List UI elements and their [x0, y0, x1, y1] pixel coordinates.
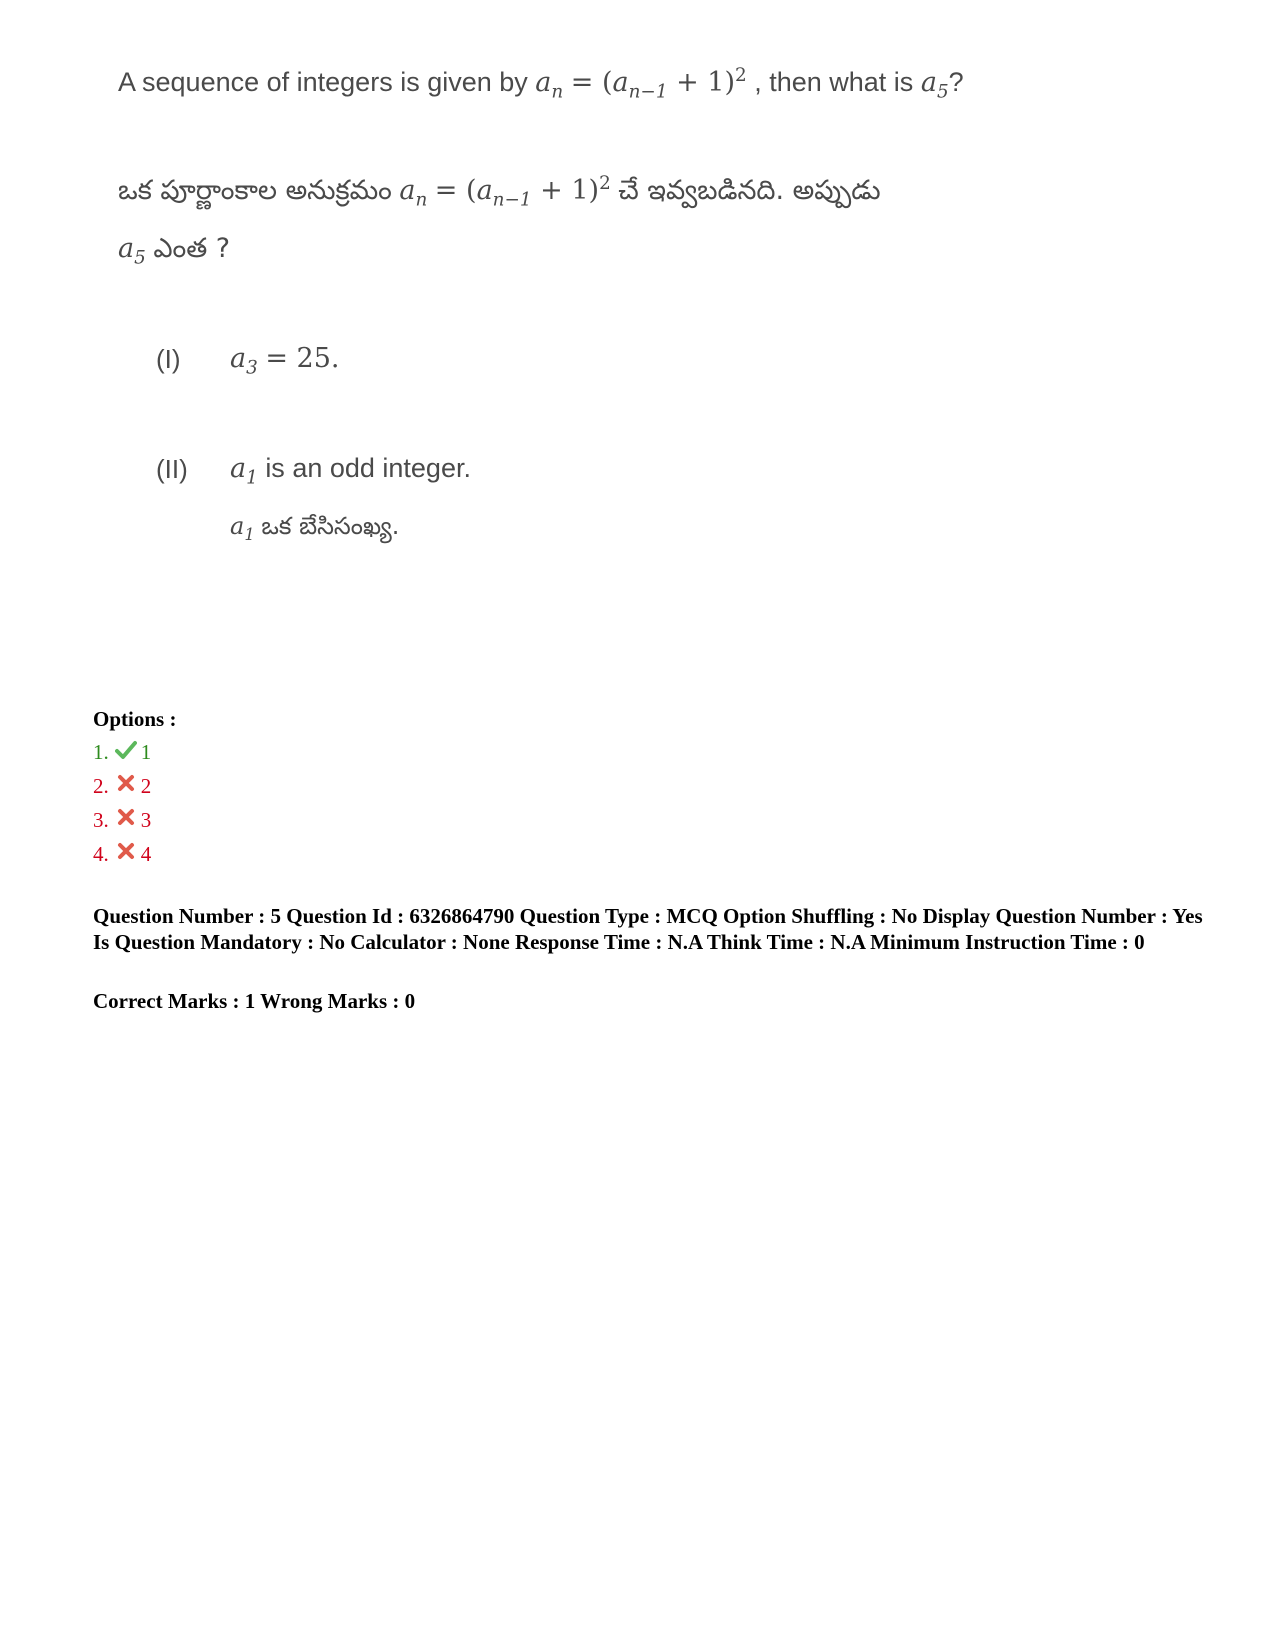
statement-1-text: $a_3 = 25$. — [230, 343, 340, 379]
option-3 — [93, 807, 151, 833]
option-number: 1. — [93, 740, 109, 764]
statement-1-label: (I) — [156, 344, 181, 374]
question-mark: ? — [948, 67, 964, 97]
option-value: 1 — [140, 740, 152, 764]
option-1 — [93, 739, 151, 765]
question-english-suffix: , then what is — [754, 67, 914, 97]
option-number: 4. — [93, 842, 109, 866]
cross-icon — [115, 842, 137, 862]
question-english — [118, 64, 964, 101]
question-telugu-line1 — [118, 172, 881, 209]
formula-an-telugu: $a_n$ — [399, 175, 428, 211]
question-telugu-line2-suffix: ఎంత ? — [153, 233, 231, 264]
question-telugu-suffix: చే ఇవ్వబడినది. అప్పుడు — [618, 175, 881, 206]
formula-rhs: = $(a_{n-1} + 1)^2$ — [570, 65, 747, 103]
formula-an: $a_n$ — [535, 67, 564, 103]
option-value: 2 — [140, 774, 152, 798]
question-meta: Question Number : 5 Question Id : 6326864790 Question Type : MCQ Option Shuffling : No Display Question Number : Yes Is Question Mandatory : No Calculator : None Response Time : N.A Think Time : N.A Minimum Instruction Time : 0 — [93, 904, 1203, 954]
statement-2-text: $a_1$ is an odd integer. — [230, 453, 471, 489]
option-value: 3 — [140, 808, 152, 832]
options-heading: Options : — [93, 707, 177, 731]
cross-icon — [115, 774, 137, 794]
option-2 — [93, 773, 151, 799]
check-icon — [115, 740, 137, 760]
option-number: 2. — [93, 774, 109, 798]
statement-2-label: (II) — [156, 454, 188, 484]
option-number: 3. — [93, 808, 109, 832]
question-telugu-line2 — [118, 230, 230, 267]
question-telugu-prefix: ఒక పూర్ణాంకాల అనుక్రమం — [118, 175, 392, 206]
formula-a5: $a_5$ — [920, 67, 949, 103]
question-english-prefix: A sequence of integers is given by — [118, 67, 528, 97]
question-marks: Correct Marks : 1 Wrong Marks : 0 — [93, 989, 416, 1013]
formula-a5-telugu: $a_5$ — [118, 233, 146, 269]
cross-icon — [115, 808, 137, 828]
option-value: 4 — [140, 842, 152, 866]
formula-rhs-telugu: = $(a_{n-1} + 1)^2$ — [434, 173, 611, 211]
option-4 — [93, 841, 151, 867]
statement-2-telugu: $a_1$ ఒక బేసిసంఖ్య. — [230, 512, 400, 544]
